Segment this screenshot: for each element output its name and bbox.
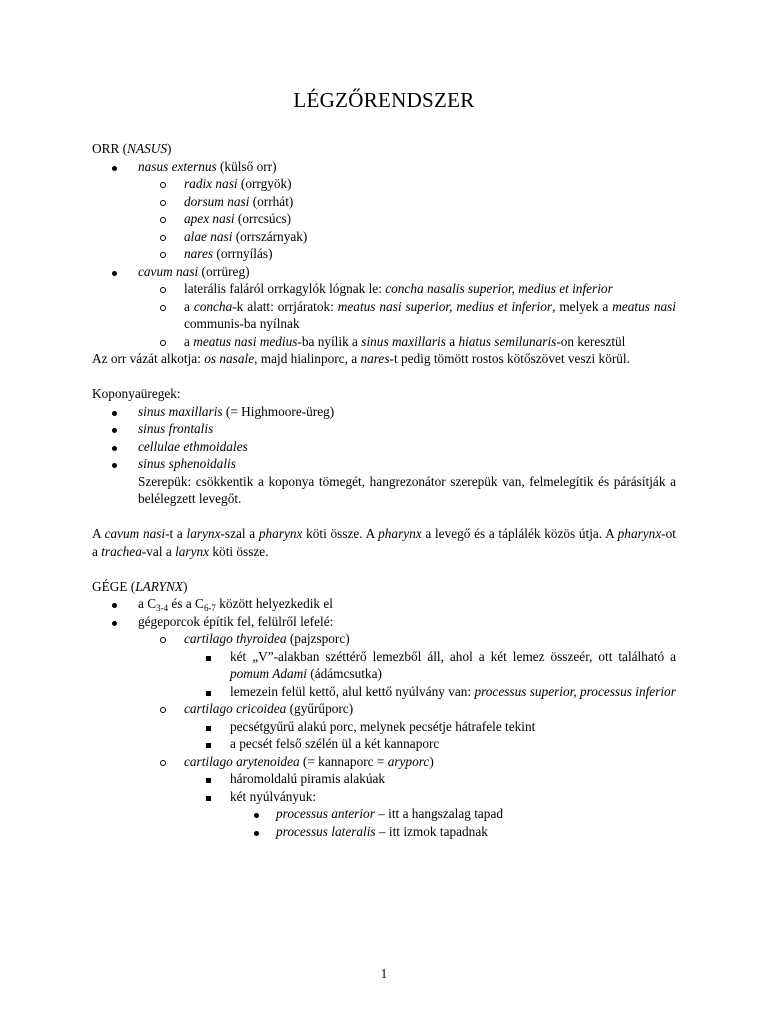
list-item: apex nasi (orrcsúcs) [92, 210, 676, 228]
circle-bullet-icon [160, 305, 166, 311]
section-heading-koponyauregek: Koponyaüregek: [92, 386, 181, 401]
list-item: háromoldalú piramis alakúak [92, 770, 676, 788]
circle-bullet-icon [160, 340, 166, 346]
square-bullet-icon [206, 796, 211, 801]
gegeporc-list [92, 630, 676, 648]
list-item: processus anterior – itt a hangszalag tapad [92, 805, 676, 823]
circle-bullet-icon [160, 760, 166, 766]
square-bullet-icon [206, 656, 211, 661]
bullet-icon [112, 166, 117, 171]
paragraph-orr-vaz: Az orr vázát alkotja: os nasale, majd hialinporc, a nares-t pedig tömött rostos kötőszövet veszi körül. [92, 351, 630, 366]
bullet-icon [112, 428, 117, 433]
bullet-icon [112, 411, 117, 416]
cricoidea-details [92, 718, 676, 753]
list-item-nasus-externus: nasus externus (külső orr) [92, 158, 676, 176]
square-bullet-icon [206, 778, 211, 783]
list-item: cellulae ethmoidales [92, 438, 676, 456]
list-item: processus lateralis – itt izmok tapadnak [92, 823, 676, 841]
orr-list-2 [92, 263, 676, 281]
section-heading-orr: ORR (NASUS) [92, 141, 172, 156]
section-heading-gege: GÉGE (LARYNX) [92, 578, 188, 594]
sinus-list [92, 403, 676, 473]
bullet-icon [254, 831, 259, 836]
list-item: dorsum nasi (orrhát) [92, 193, 676, 211]
square-bullet-icon [206, 726, 211, 731]
list-item: sinus frontalis [92, 420, 676, 438]
list-item: sinus sphenoidalis [92, 455, 676, 473]
list-item: a meatus nasi medius-ba nyílik a sinus maxillaris a hiatus semilunaris-on keresztül [92, 333, 676, 351]
arytenoidea-details [92, 770, 676, 805]
bullet-icon [112, 603, 117, 608]
bullet-icon [254, 813, 259, 818]
cavum-nasi-parts [92, 280, 676, 350]
list-item-arytenoidea: cartilago arytenoidea (= kannaporc = aryporc) [92, 753, 676, 771]
nasus-externus-parts [92, 175, 676, 263]
page-title: LÉGZŐRENDSZER [293, 88, 475, 112]
square-bullet-icon [206, 691, 211, 696]
thyroidea-details [92, 648, 676, 701]
document-body [92, 140, 676, 840]
page-number: 1 [380, 966, 388, 981]
list-item: sinus maxillaris (= Highmoore-üreg) [92, 403, 676, 421]
bullet-icon [112, 463, 117, 468]
paragraph-szerepuk: Szerepük: csökkentik a koponya tömegét, hangrezonátor szerepük van, felmelegítik és párásítják a belélegzett levegőt. [138, 473, 676, 506]
circle-bullet-icon [160, 200, 166, 206]
circle-bullet-icon [160, 217, 166, 223]
paragraph-pharynx: A cavum nasi-t a larynx-szal a pharynx köti össze. A pharynx a levegő és a táplálék közös útja. A pharynx-ot a trachea-val a larynx köti össze. [92, 526, 677, 559]
list-item: a $C_{3-4}$ és a $C_{6-7}$ között helyezkedik el [92, 595, 676, 613]
circle-bullet-icon [160, 235, 166, 241]
gegeporc-list-3 [92, 753, 676, 771]
list-item-thyroidea: cartilago thyroidea (pajzsporc) [92, 630, 676, 648]
orr-list [92, 158, 676, 176]
square-bullet-icon [206, 743, 211, 748]
list-item-cavum-nasi: cavum nasi (orrüreg) [92, 263, 676, 281]
circle-bullet-icon [160, 707, 166, 713]
list-item: nares (orrnyílás) [92, 245, 676, 263]
bullet-icon [112, 446, 117, 451]
circle-bullet-icon [160, 182, 166, 188]
nyulvany-list [92, 805, 676, 840]
list-item: két nyúlványuk: [92, 788, 676, 806]
circle-bullet-icon [160, 637, 166, 643]
list-item: gégeporcok építik fel, felülről lefelé: [92, 613, 676, 631]
list-item-cricoidea: cartilago cricoidea (gyűrűporc) [92, 700, 676, 718]
list-item: a concha-k alatt: orrjáratok: meatus nasi superior, medius et inferior, melyek a meatus nasi communis-ba nyílnak [92, 298, 676, 333]
gegeporc-list-2 [92, 700, 676, 718]
bullet-icon [112, 621, 117, 626]
list-item: lemezein felül kettő, alul kettő nyúlvány van: processus superior, processus inferior [92, 683, 676, 701]
list-item: alae nasi (orrszárnyak) [92, 228, 676, 246]
list-item: a pecsét felső szélén ül a két kannaporc [92, 735, 676, 753]
bullet-icon [112, 271, 117, 276]
circle-bullet-icon [160, 252, 166, 258]
list-item: pecsétgyűrű alakú porc, melynek pecsétje hátrafele tekint [92, 718, 676, 736]
gege-list [92, 595, 676, 630]
circle-bullet-icon [160, 287, 166, 293]
list-item: két „V”-alakban széttérő lemezből áll, ahol a két lemez összeér, ott található a pomum Adami (ádámcsutka) [92, 648, 676, 683]
list-item: laterális faláról orrkagylók lógnak le: concha nasalis superior, medius et inferior [92, 280, 676, 298]
list-item: radix nasi (orrgyök) [92, 175, 676, 193]
